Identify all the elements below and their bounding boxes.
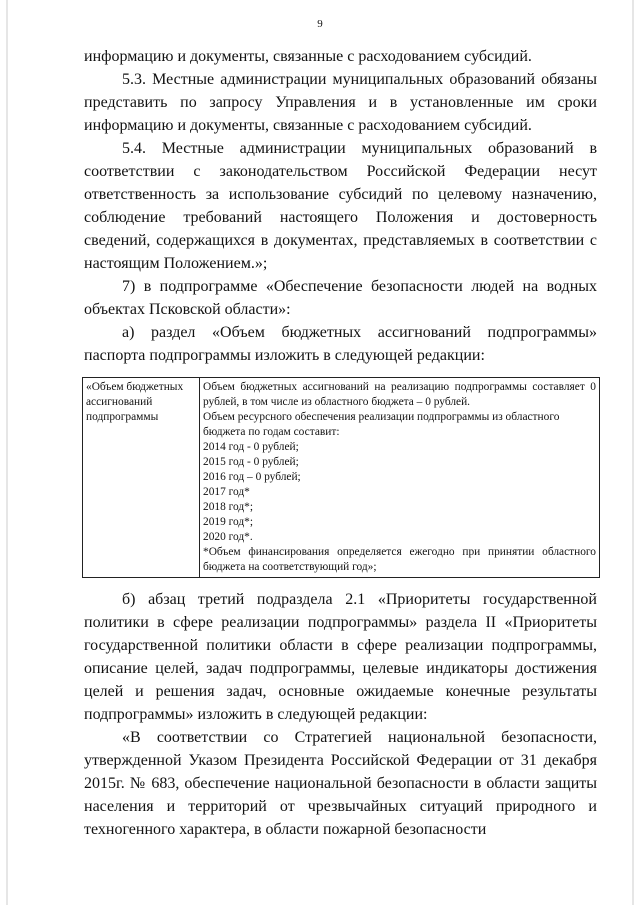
table-line: 2014 год - 0 рублей;	[203, 441, 299, 453]
table-line: 2020 год*.	[203, 531, 253, 543]
table-line: 2015 год - 0 рублей;	[203, 456, 299, 468]
text-block-upper	[84, 45, 597, 367]
scan-edge-right	[632, 0, 634, 905]
table-line: 2016 год – 0 рублей;	[203, 471, 301, 483]
paragraph-5-4: 5.4. Местные администрации муниципальных образований в соответствии с законодательством Российской Федерации несут ответственность за использование субсидий по целевому назначению, соблюдение требований настоящего Положения и достоверность сведений, содержащихся в документах, представляемых в соответствии с настоящим Положением.»;	[84, 140, 597, 272]
budget-table	[82, 377, 600, 578]
table-line: Объем ресурсного обеспечения реализации подпрограммы из областного бюджета по годам составит:	[203, 411, 560, 438]
paragraph-item-a: а) раздел «Объем бюджетных ассигнований подпрограммы» паспорта подпрограммы изложить в следующей редакции:	[84, 324, 597, 364]
paragraph-item-7: 7) в подпрограмме «Обеспечение безопасности людей на водных объектах Псковской области»:	[84, 278, 597, 318]
table-row	[83, 378, 600, 578]
text-block-lower	[84, 588, 597, 841]
table-line: 2017 год*	[203, 486, 250, 498]
table-line: *Объем финансирования определяется ежегодно при принятии областного бюджета на соответствующий год»;	[203, 546, 596, 573]
page-number: 9	[317, 18, 323, 30]
paragraph-quote: «В соответствии со Стратегией национальной безопасности, утвержденной Указом Президента Российской Федерации от 31 декабря 2015г. № 683, обеспечение национальной безопасности в области защиты населения и территорий от чрезвычайных ситуаций природного и техногенного характера, в области пожарной безопасности	[84, 729, 597, 838]
table-line: Объем бюджетных ассигнований на реализацию подпрограммы составляет 0 рублей, в том числе из областного бюджета – 0 рублей.	[203, 381, 596, 408]
table-cell-label: «Объем бюджетных ассигнований подпрограммы	[83, 378, 200, 578]
table-cell-content	[200, 378, 600, 578]
table-line: 2018 год*;	[203, 501, 254, 513]
scan-edge-left	[6, 0, 8, 905]
table-line: 2019 год*;	[203, 516, 254, 528]
paragraph-item-b: б) абзац третий подраздела 2.1 «Приоритеты государственной политики в сфере реализации подпрограммы» раздела II «Приоритеты государственной политики области в сфере реализации подпрограммы, описание целей, задач подпрограммы, целевые индикаторы достижения целей и решения задач, основные ожидаемые конечные результаты подпрограммы» изложить в следующей редакции:	[84, 591, 597, 723]
paragraph-5-3: 5.3. Местные администрации муниципальных образований обязаны представить по запросу Управления и в установленные им сроки информацию и документы, связанные с расходованием субсидий.	[84, 71, 597, 134]
paragraph-continuation: информацию и документы, связанные с расходованием субсидий.	[84, 48, 532, 65]
